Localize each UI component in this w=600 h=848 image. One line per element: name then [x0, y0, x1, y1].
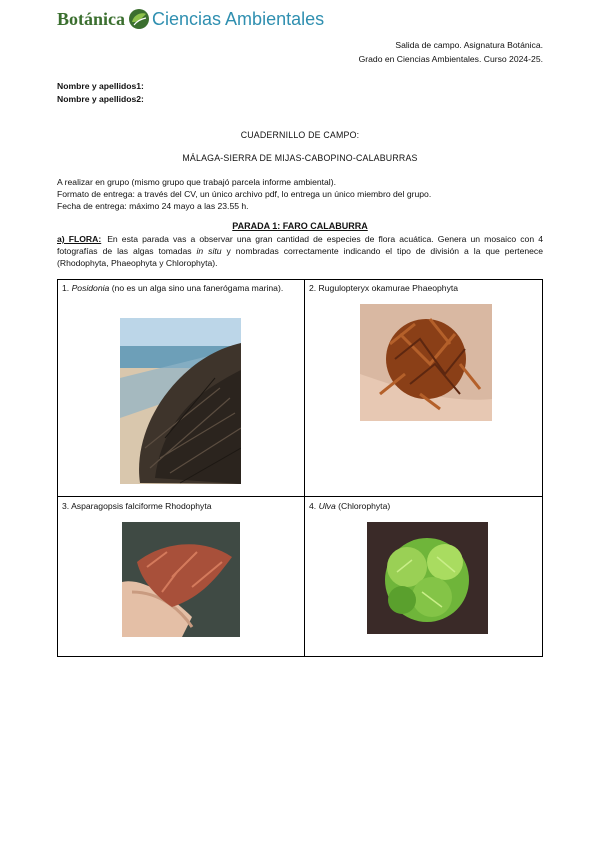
caption-3: 3. Asparagopsis falciforme Rhodophyta [62, 501, 212, 511]
caption-4-rest: (Chlorophyta) [335, 501, 391, 511]
flora-label: a) FLORA: [57, 234, 102, 244]
instructions [57, 176, 431, 212]
stop-title: PARADA 1: FARO CALABURRA [232, 221, 368, 231]
header-line-2: Grado en Ciencias Ambientales. Curso 2024-25. [358, 54, 543, 64]
flora-text-a: En esta parada vas a observar una gran cantidad de especies de flora acuática. Genera un mosaico con 4 fotografías de las algas tomadas [57, 234, 543, 256]
caption-1-genus: Posidonia [71, 283, 110, 293]
flora-text-italic: in situ [196, 246, 222, 256]
caption-2: 2. Rugulopteryx okamurae Phaeophyta [309, 283, 459, 293]
photo-posidonia [120, 318, 241, 484]
name-field-2: Nombre y apellidos2: [57, 94, 144, 104]
flora-text-b: y nombradas correctamente indicando el tipo de división a la que pertenece (Rhodophyta, Phaeophyta y Chlorophyta). [57, 246, 543, 268]
grid-divider-vertical [304, 280, 305, 656]
photo-rugulopteryx [360, 304, 492, 421]
photo-grid [57, 279, 543, 657]
instruction-format: Formato de entrega: a través del CV, un único archivo pdf, lo entrega un único miembro del grupo. [57, 189, 432, 199]
doc-subtitle: MÁLAGA-SIERRA DE MIJAS-CABOPINO-CALABURRAS [182, 153, 418, 163]
name-field-1: Nombre y apellidos1: [57, 81, 144, 91]
instruction-deadline: Fecha de entrega: máximo 24 mayo a las 23.55 h. [57, 201, 249, 211]
logo-text-ciencias: Ciencias Ambientales [152, 8, 325, 29]
caption-4 [309, 501, 539, 512]
caption-1 [62, 283, 298, 294]
photo-ulva [367, 522, 488, 634]
photo-asparagopsis [122, 522, 240, 637]
flora-paragraph [57, 233, 543, 269]
logo-text-botanica: Botánica [57, 8, 126, 29]
caption-4-number: 4. [309, 501, 317, 511]
header-line-1: Salida de campo. Asignatura Botánica. [395, 40, 543, 50]
instruction-group: A realizar en grupo (mismo grupo que trabajó parcela informe ambiental). [57, 177, 336, 187]
caption-1-rest: (no es un alga sino una fanerógama marina). [109, 283, 284, 293]
caption-1-number: 1. [62, 283, 70, 293]
leaf-globe-icon [128, 8, 150, 30]
caption-4-genus: Ulva [318, 501, 336, 511]
doc-title: CUADERNILLO DE CAMPO: [240, 130, 360, 140]
logo [57, 8, 324, 30]
names-block [57, 80, 144, 106]
grid-divider-horizontal [58, 496, 542, 497]
